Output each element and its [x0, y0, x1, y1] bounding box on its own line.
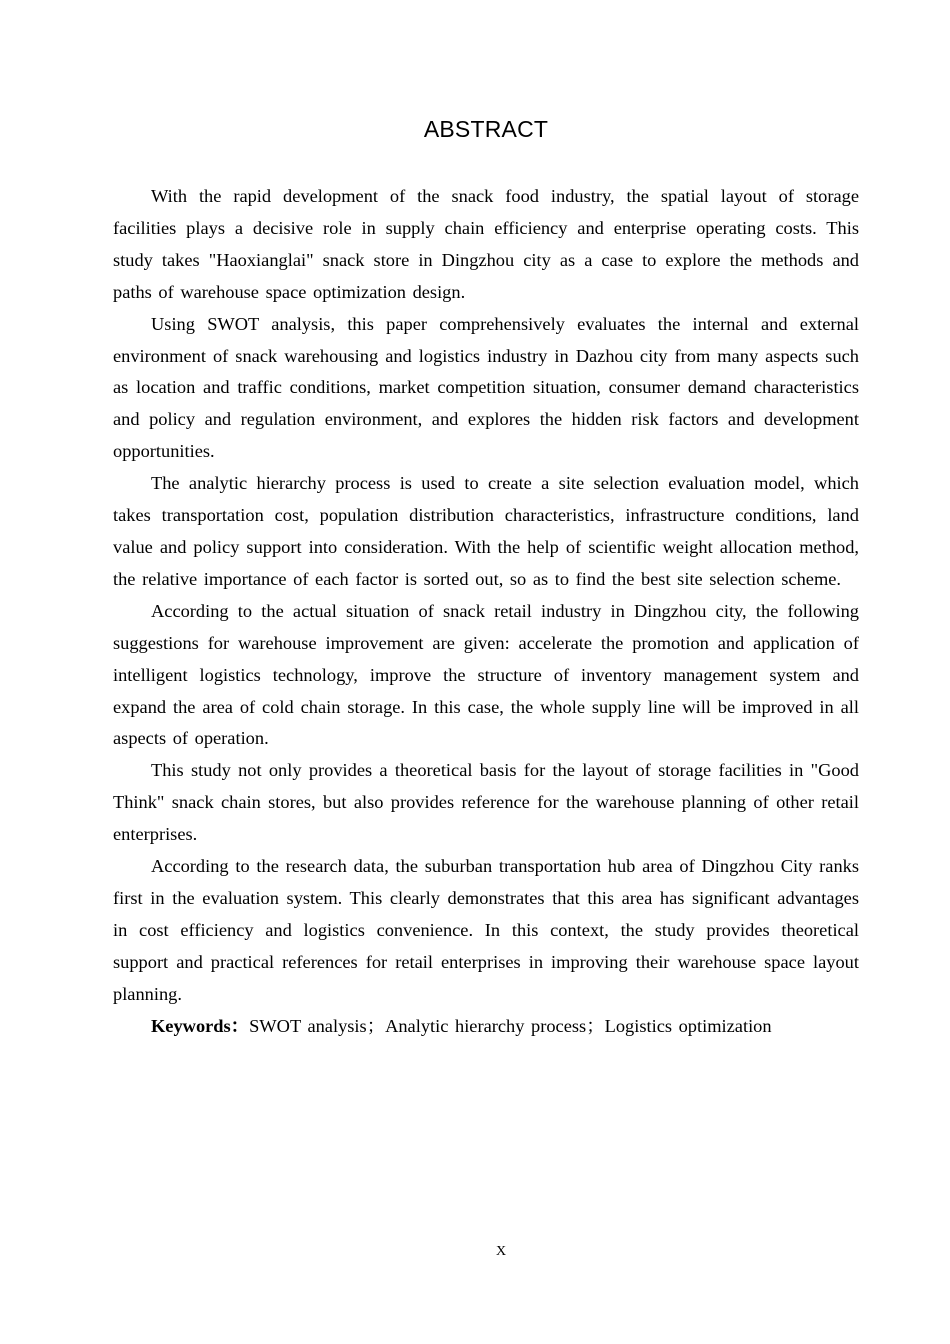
abstract-paragraph-2: Using SWOT analysis, this paper comprehensively evaluates the internal and external environment of snack warehousing and logistics industry in Dazhou city from many aspects such as location and traffic conditions, market competition situation, consumer demand characteristics and policy and regulation environment, and explores the hidden risk factors and development opportunities. [113, 313, 859, 462]
page-number: X [495, 1244, 507, 1259]
keywords-text: SWOT analysis；Analytic hierarchy process；Logistics optimization [249, 1015, 772, 1036]
keywords-label: Keywords： [151, 1015, 250, 1036]
abstract-paragraph-1: With the rapid development of the snack food industry, the spatial layout of storage facilities plays a decisive role in supply chain efficiency and enterprise operating costs. This study takes "Haoxianglai" snack store in Dingzhou city as a case to explore the methods and paths of warehouse space optimization design. [113, 186, 859, 302]
abstract-paragraph-4: According to the actual situation of snack retail industry in Dingzhou city, the following suggestions for warehouse improvement are given: accelerate the promotion and application of intelligent logistics technology, improve the structure of inventory management system and expand the area of cold chain storage. In this case, the whole supply line will be improved in all aspects of operation. [113, 600, 859, 749]
abstract-paragraph-5: This study not only provides a theoretical basis for the layout of storage facilities in "Good Think" snack chain stores, but also provides reference for the warehouse planning of other retail enterprises. [113, 760, 859, 845]
abstract-paragraph-6: According to the research data, the suburban transportation hub area of Dingzhou City ranks first in the evaluation system. This clearly demonstrates that this area has significant advantages in cost efficiency and logistics convenience. In this context, the study provides theoretical support and practical references for retail enterprises in improving their warehouse space layout planning. [113, 856, 859, 1004]
keywords-line [113, 1011, 859, 1043]
abstract-paragraph-3: The analytic hierarchy process is used to create a site selection evaluation model, which takes transportation cost, population distribution characteristics, infrastructure conditions, land value and policy support into consideration. With the help of scientific weight allocation method, the relative importance of each factor is sorted out, so as to find the best site selection scheme. [113, 473, 859, 589]
abstract-title: ABSTRACT [423, 116, 549, 142]
abstract-body [113, 181, 859, 1042]
